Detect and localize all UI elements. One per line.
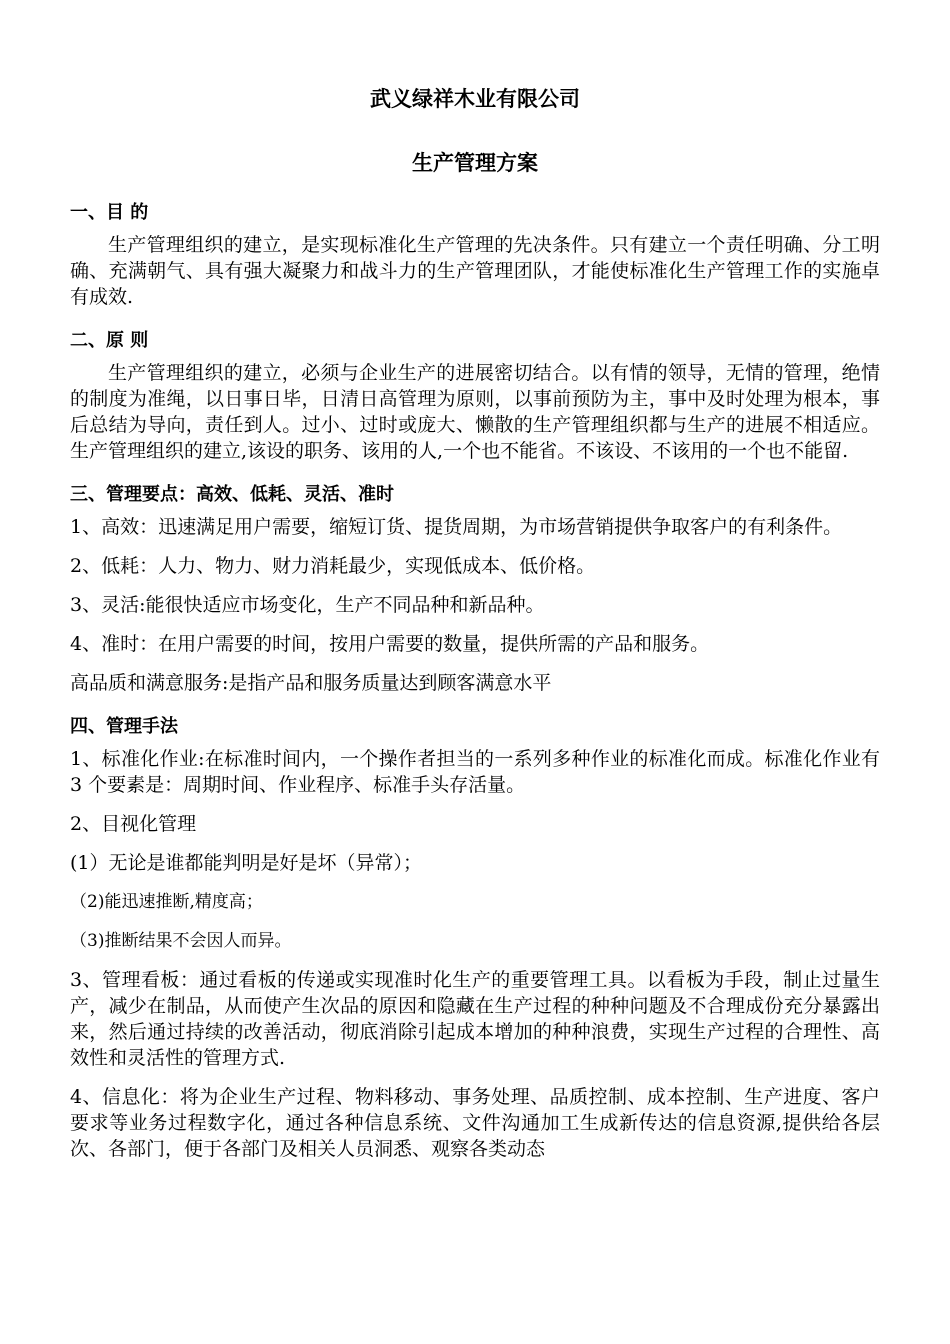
- method-standard-work: 1、标准化作业:在标准时间内，一个操作者担当的一系列多种作业的标准化而成。标准化作业有 3 个要素是：周期时间、作业程序、标准手头存活量。: [70, 748, 880, 796]
- method-informatization: 4、信息化：将为企业生产过程、物料移动、事务处理、品质控制、成本控制、生产进度、客户要求等业务过程数字化，通过各种信息系统、文件沟通加工生成新传达的信息资源,提供给各层次、各部门，便于各部门及相关人员洞悉、观察各类动态: [70, 1086, 880, 1160]
- section-heading-key-points: 三、管理要点：高效、低耗、灵活、准时: [70, 484, 394, 505]
- section-heading-methods: 四、管理手法: [70, 716, 178, 737]
- document-title: 生产管理方案: [412, 151, 538, 175]
- purpose-paragraph: 生产管理组织的建立，是实现标准化生产管理的先决条件。只有建立一个责任明确、分工明确、充满朝气、具有强大凝聚力和战斗力的生产管理团队，才能使标准化生产管理工作的实施卓有成效.: [70, 234, 880, 308]
- visual-item-1: (1）无论是谁都能判明是好是坏（异常）；: [70, 852, 423, 874]
- key-point-quality: 高品质和满意服务:是指产品和服务质量达到顾客满意水平: [70, 672, 552, 694]
- visual-item-2: （2)能迅速推断,精度高；: [70, 892, 263, 912]
- method-visual-management: 2、目视化管理: [70, 813, 197, 835]
- key-point-low-cost: 2、低耗：人力、物力、财力消耗最少，实现低成本、低价格。: [70, 555, 596, 577]
- key-point-flexible: 3、灵活:能很快适应市场变化，生产不同品种和新品种。: [70, 594, 545, 616]
- key-point-on-time: 4、准时：在用户需要的时间，按用户需要的数量，提供所需的产品和服务。: [70, 633, 710, 655]
- visual-item-3: （3)推断结果不会因人而异。: [70, 931, 292, 951]
- method-kanban: 3、管理看板：通过看板的传递或实现准时化生产的重要管理工具。以看板为手段，制止过量生产，减少在制品，从而使产生次品的原因和隐藏在生产过程的种种问题及不合理成份充分暴露出来，然后通过持续的改善活动，彻底消除引起成本增加的种种浪费，实现生产过程的合理性、高效性和灵活性的管理方式.: [70, 969, 880, 1069]
- key-point-efficient: 1、高效：迅速满足用户需要，缩短订货、提货周期，为市场营销提供争取客户的有利条件。: [70, 516, 843, 538]
- section-heading-principles: 二、原 则: [70, 330, 149, 351]
- principles-paragraph: 生产管理组织的建立，必须与企业生产的进展密切结合。以有情的领导，无情的管理，绝情的制度为准绳，以日事日毕，日清日高管理为原则，以事前预防为主，事中及时处理为根本，事后总结为导向，责任到人。过小、过时或庞大、懒散的生产管理组织都与生产的进展不相适应。生产管理组织的建立,该设的职务、该用的人,一个也不能省。不该设、不该用的一个也不能留.: [70, 362, 880, 462]
- section-heading-purpose: 一、目 的: [70, 202, 149, 223]
- company-name: 武义绿祥木业有限公司: [370, 87, 580, 111]
